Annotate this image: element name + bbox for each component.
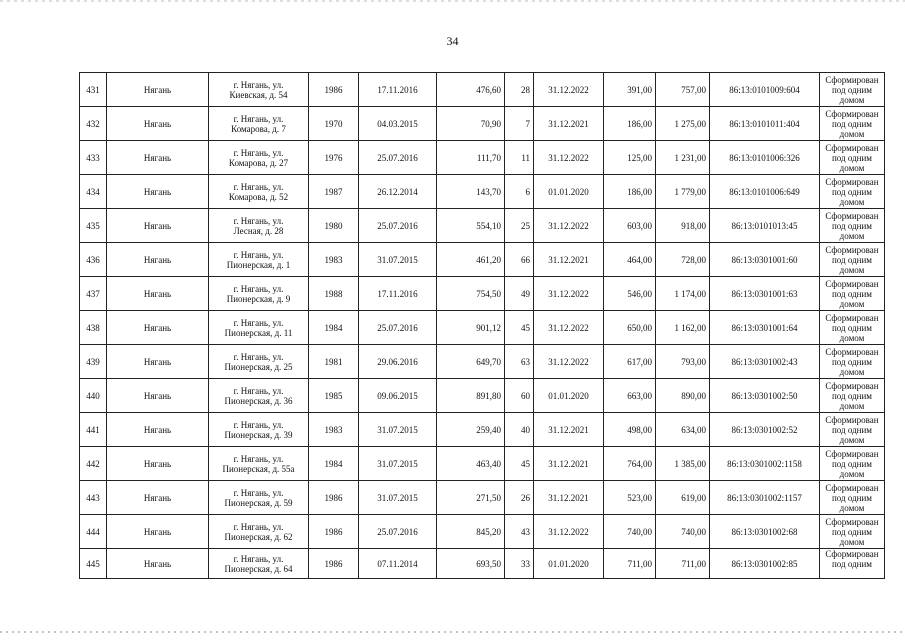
area-cell: 111,70 — [437, 141, 505, 175]
city-cell: Нягань — [107, 175, 209, 209]
cadastral-number-cell: 86:13:0301002:50 — [710, 379, 820, 413]
date-cell: 09.06.2015 — [359, 379, 437, 413]
value-cell: 764,00 — [604, 447, 656, 481]
value-cell: 125,00 — [604, 141, 656, 175]
value2-cell: 918,00 — [656, 209, 710, 243]
address-cell — [209, 243, 309, 277]
table-row — [80, 379, 885, 413]
address-line-2: Пионерская, д. 11 — [224, 327, 293, 338]
address-line-2: Пионерская, д. 1 — [226, 259, 291, 270]
deadline-cell: 31.12.2021 — [534, 107, 604, 141]
address-line-1: г. Нягань, ул. — [233, 181, 284, 192]
cadastral-number-cell: 86:13:0301001:64 — [710, 311, 820, 345]
row-number: 440 — [80, 379, 107, 413]
value-cell: 603,00 — [604, 209, 656, 243]
address-cell — [209, 175, 309, 209]
table-row — [80, 549, 885, 579]
city-cell: Нягань — [107, 447, 209, 481]
year-cell: 1983 — [309, 413, 359, 447]
row-number: 436 — [80, 243, 107, 277]
deadline-cell: 31.12.2021 — [534, 243, 604, 277]
cadastral-number-cell: 86:13:0301002:1157 — [710, 481, 820, 515]
table-row — [80, 107, 885, 141]
deadline-cell: 31.12.2022 — [534, 73, 604, 107]
address-cell — [209, 549, 309, 579]
area-cell: 463,40 — [437, 447, 505, 481]
city-cell: Нягань — [107, 311, 209, 345]
year-cell: 1981 — [309, 345, 359, 379]
date-cell: 29.06.2016 — [359, 345, 437, 379]
city-cell: Нягань — [107, 141, 209, 175]
year-cell: 1980 — [309, 209, 359, 243]
page-number: 34 — [446, 34, 459, 48]
housing-table — [79, 72, 885, 579]
row-number: 443 — [80, 481, 107, 515]
value2-cell: 619,00 — [656, 481, 710, 515]
count-cell: 45 — [505, 311, 534, 345]
city-cell: Нягань — [107, 243, 209, 277]
status-cell: Сформирован под одним домом — [820, 447, 885, 481]
value-cell: 740,00 — [604, 515, 656, 549]
address-line-2: Лесная, д. 28 — [233, 225, 284, 236]
cadastral-number-cell: 86:13:0301002:43 — [710, 345, 820, 379]
table-row — [80, 345, 885, 379]
city-cell: Нягань — [107, 277, 209, 311]
value-cell: 391,00 — [604, 73, 656, 107]
address-line-1: г. Нягань, ул. — [233, 521, 284, 532]
value2-cell: 711,00 — [656, 549, 710, 579]
address-line-1: г. Нягань, ул. — [233, 79, 284, 90]
status-cell: Сформирован под одним домом — [820, 481, 885, 515]
address-cell — [209, 277, 309, 311]
value2-cell: 1 385,00 — [656, 447, 710, 481]
status-cell: Сформирован под одним домом — [820, 209, 885, 243]
count-cell: 11 — [505, 141, 534, 175]
year-cell: 1986 — [309, 481, 359, 515]
status-cell: Сформирован под одним домом — [820, 413, 885, 447]
value-cell: 617,00 — [604, 345, 656, 379]
cadastral-number-cell: 86:13:0301002:1158 — [710, 447, 820, 481]
address-line-2: Пионерская, д. 25 — [224, 361, 293, 372]
address-line-2: Пионерская, д. 9 — [226, 293, 291, 304]
count-cell: 60 — [505, 379, 534, 413]
address-line-1: г. Нягань, ул. — [233, 419, 284, 430]
year-cell: 1986 — [309, 515, 359, 549]
date-cell: 31.07.2015 — [359, 243, 437, 277]
city-cell: Нягань — [107, 379, 209, 413]
deadline-cell: 31.12.2022 — [534, 209, 604, 243]
address-line-2: Пионерская, д. 39 — [224, 429, 293, 440]
count-cell: 43 — [505, 515, 534, 549]
status-cell: Сформирован под одним домом — [820, 73, 885, 107]
status-cell: Сформирован под одним домом — [820, 515, 885, 549]
status-cell: Сформирован под одним домом — [820, 345, 885, 379]
year-cell: 1983 — [309, 243, 359, 277]
address-line-2: Пионерская, д. 64 — [224, 563, 293, 574]
address-line-2: Комарова, д. 27 — [228, 157, 289, 168]
address-cell — [209, 345, 309, 379]
cadastral-number-cell: 86:13:0301002:52 — [710, 413, 820, 447]
value2-cell: 1 162,00 — [656, 311, 710, 345]
scan-edge-top — [0, 0, 905, 2]
deadline-cell: 01.01.2020 — [534, 549, 604, 579]
value2-cell: 793,00 — [656, 345, 710, 379]
value-cell: 523,00 — [604, 481, 656, 515]
date-cell: 25.07.2016 — [359, 515, 437, 549]
address-line-2: Пионерская, д. 36 — [224, 395, 293, 406]
address-cell — [209, 447, 309, 481]
address-cell — [209, 209, 309, 243]
cadastral-number-cell: 86:13:0101013:45 — [710, 209, 820, 243]
row-number: 434 — [80, 175, 107, 209]
table-row — [80, 447, 885, 481]
date-cell: 25.07.2016 — [359, 141, 437, 175]
area-cell: 901,12 — [437, 311, 505, 345]
deadline-cell: 31.12.2022 — [534, 345, 604, 379]
table-row — [80, 311, 885, 345]
date-cell: 17.11.2016 — [359, 73, 437, 107]
area-cell: 693,50 — [437, 549, 505, 579]
year-cell: 1988 — [309, 277, 359, 311]
table-row — [80, 515, 885, 549]
value2-cell: 1 231,00 — [656, 141, 710, 175]
count-cell: 45 — [505, 447, 534, 481]
date-cell: 07.11.2014 — [359, 549, 437, 579]
count-cell: 6 — [505, 175, 534, 209]
deadline-cell: 01.01.2020 — [534, 175, 604, 209]
area-cell: 143,70 — [437, 175, 505, 209]
count-cell: 7 — [505, 107, 534, 141]
address-line-2: Киевская, д. 54 — [229, 89, 288, 100]
table-row — [80, 141, 885, 175]
city-cell: Нягань — [107, 515, 209, 549]
table-row — [80, 209, 885, 243]
deadline-cell: 31.12.2021 — [534, 413, 604, 447]
area-cell: 891,80 — [437, 379, 505, 413]
value2-cell: 757,00 — [656, 73, 710, 107]
row-number: 444 — [80, 515, 107, 549]
city-cell: Нягань — [107, 549, 209, 579]
year-cell: 1986 — [309, 73, 359, 107]
address-line-1: г. Нягань, ул. — [233, 385, 284, 396]
table-row — [80, 277, 885, 311]
city-cell: Нягань — [107, 345, 209, 379]
status-cell: Сформирован под одним домом — [820, 311, 885, 345]
count-cell: 25 — [505, 209, 534, 243]
count-cell: 28 — [505, 73, 534, 107]
address-cell — [209, 413, 309, 447]
address-line-1: г. Нягань, ул. — [233, 215, 284, 226]
value2-cell: 634,00 — [656, 413, 710, 447]
cadastral-number-cell: 86:13:0101011:404 — [710, 107, 820, 141]
value2-cell: 1 779,00 — [656, 175, 710, 209]
date-cell: 17.11.2016 — [359, 277, 437, 311]
address-line-1: г. Нягань, ул. — [233, 351, 284, 362]
address-cell — [209, 73, 309, 107]
value-cell: 546,00 — [604, 277, 656, 311]
value-cell: 663,00 — [604, 379, 656, 413]
date-cell: 31.07.2015 — [359, 413, 437, 447]
area-cell: 845,20 — [437, 515, 505, 549]
count-cell: 26 — [505, 481, 534, 515]
address-cell — [209, 379, 309, 413]
status-cell: Сформирован под одним домом — [820, 379, 885, 413]
scan-edge-bottom — [0, 631, 905, 633]
area-cell: 476,60 — [437, 73, 505, 107]
count-cell: 33 — [505, 549, 534, 579]
deadline-cell: 31.12.2022 — [534, 277, 604, 311]
city-cell: Нягань — [107, 107, 209, 141]
row-number: 439 — [80, 345, 107, 379]
cadastral-number-cell: 86:13:0301001:63 — [710, 277, 820, 311]
cadastral-number-cell: 86:13:0301002:85 — [710, 549, 820, 579]
address-line-1: г. Нягань, ул. — [233, 487, 284, 498]
year-cell: 1987 — [309, 175, 359, 209]
row-number: 432 — [80, 107, 107, 141]
area-cell: 461,20 — [437, 243, 505, 277]
area-cell: 259,40 — [437, 413, 505, 447]
city-cell: Нягань — [107, 73, 209, 107]
year-cell: 1976 — [309, 141, 359, 175]
status-cell: Сформирован под одним — [820, 549, 885, 579]
address-line-1: г. Нягань, ул. — [233, 453, 284, 464]
date-cell: 04.03.2015 — [359, 107, 437, 141]
address-cell — [209, 515, 309, 549]
cadastral-number-cell: 86:13:0301001:60 — [710, 243, 820, 277]
table-row — [80, 413, 885, 447]
area-cell: 554,10 — [437, 209, 505, 243]
value-cell: 186,00 — [604, 175, 656, 209]
area-cell: 649,70 — [437, 345, 505, 379]
area-cell: 754,50 — [437, 277, 505, 311]
row-number: 431 — [80, 73, 107, 107]
value-cell: 186,00 — [604, 107, 656, 141]
deadline-cell: 31.12.2022 — [534, 515, 604, 549]
address-line-1: г. Нягань, ул. — [233, 249, 284, 260]
row-number: 437 — [80, 277, 107, 311]
value-cell: 498,00 — [604, 413, 656, 447]
address-cell — [209, 311, 309, 345]
count-cell: 63 — [505, 345, 534, 379]
address-cell — [209, 107, 309, 141]
count-cell: 49 — [505, 277, 534, 311]
value2-cell: 728,00 — [656, 243, 710, 277]
value2-cell: 740,00 — [656, 515, 710, 549]
address-line-2: Комарова, д. 7 — [231, 123, 286, 134]
status-cell: Сформирован под одним домом — [820, 243, 885, 277]
year-cell: 1984 — [309, 447, 359, 481]
status-cell: Сформирован под одним домом — [820, 107, 885, 141]
row-number: 433 — [80, 141, 107, 175]
year-cell: 1970 — [309, 107, 359, 141]
address-cell — [209, 141, 309, 175]
address-line-2: Комарова, д. 52 — [228, 191, 289, 202]
date-cell: 25.07.2016 — [359, 311, 437, 345]
city-cell: Нягань — [107, 413, 209, 447]
address-line-2: Пионерская, д. 55а — [222, 463, 295, 474]
deadline-cell: 31.12.2022 — [534, 141, 604, 175]
cadastral-number-cell: 86:13:0101006:649 — [710, 175, 820, 209]
value-cell: 711,00 — [604, 549, 656, 579]
row-number: 441 — [80, 413, 107, 447]
date-cell: 31.07.2015 — [359, 447, 437, 481]
address-line-1: г. Нягань, ул. — [233, 317, 284, 328]
area-cell: 271,50 — [437, 481, 505, 515]
city-cell: Нягань — [107, 481, 209, 515]
date-cell: 25.07.2016 — [359, 209, 437, 243]
date-cell: 31.07.2015 — [359, 481, 437, 515]
status-cell: Сформирован под одним домом — [820, 277, 885, 311]
row-number: 435 — [80, 209, 107, 243]
address-line-1: г. Нягань, ул. — [233, 283, 284, 294]
value2-cell: 1 174,00 — [656, 277, 710, 311]
date-cell: 26.12.2014 — [359, 175, 437, 209]
year-cell: 1986 — [309, 549, 359, 579]
cadastral-number-cell: 86:13:0101006:326 — [710, 141, 820, 175]
count-cell: 40 — [505, 413, 534, 447]
address-line-2: Пионерская, д. 62 — [224, 531, 293, 542]
cadastral-number-cell: 86:13:0301002:68 — [710, 515, 820, 549]
deadline-cell: 01.01.2020 — [534, 379, 604, 413]
year-cell: 1984 — [309, 311, 359, 345]
address-cell — [209, 481, 309, 515]
cadastral-number-cell: 86:13:0101009:604 — [710, 73, 820, 107]
value2-cell: 1 275,00 — [656, 107, 710, 141]
value-cell: 650,00 — [604, 311, 656, 345]
deadline-cell: 31.12.2022 — [534, 311, 604, 345]
table-row — [80, 243, 885, 277]
row-number: 445 — [80, 549, 107, 579]
deadline-cell: 31.12.2021 — [534, 447, 604, 481]
table-row — [80, 73, 885, 107]
status-cell: Сформирован под одним домом — [820, 175, 885, 209]
row-number: 442 — [80, 447, 107, 481]
value2-cell: 890,00 — [656, 379, 710, 413]
area-cell: 70,90 — [437, 107, 505, 141]
value-cell: 464,00 — [604, 243, 656, 277]
row-number: 438 — [80, 311, 107, 345]
address-line-1: г. Нягань, ул. — [233, 113, 284, 124]
status-cell: Сформирован под одним домом — [820, 141, 885, 175]
year-cell: 1985 — [309, 379, 359, 413]
address-line-1: г. Нягань, ул. — [233, 147, 284, 158]
address-line-1: г. Нягань, ул. — [233, 553, 284, 564]
table-row — [80, 175, 885, 209]
address-line-2: Пионерская, д. 59 — [224, 497, 293, 508]
deadline-cell: 31.12.2021 — [534, 481, 604, 515]
city-cell: Нягань — [107, 209, 209, 243]
table-row — [80, 481, 885, 515]
count-cell: 66 — [505, 243, 534, 277]
